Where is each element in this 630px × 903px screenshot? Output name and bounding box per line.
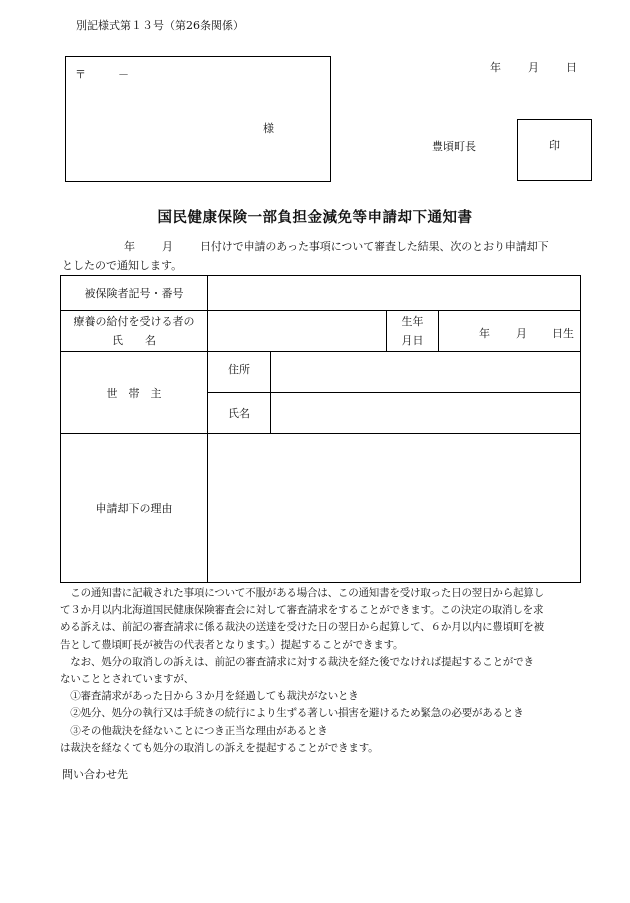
address-field[interactable] [271, 352, 581, 393]
birth-label-line2: 月日 [401, 334, 424, 347]
birth-label-line1: 生年 [401, 315, 424, 328]
notice-line: は裁決を経なくても処分の取消しの訴えを提起することができます。 [60, 741, 379, 754]
notice-line: ③その他裁決を経ないことにつき正当な理由があるとき [60, 724, 328, 737]
intro-month: 月 [162, 240, 173, 253]
application-table [60, 275, 581, 583]
notice-line: 告として豊頃町長が被告の代表者となります。）提起することができます。 [60, 638, 404, 651]
contact-label: 問い合わせ先 [62, 768, 128, 781]
seal-box [517, 119, 592, 181]
recipient-label-line2: 氏 名 [112, 334, 156, 347]
birth-date-field[interactable] [439, 311, 581, 352]
date-month-label: 月 [528, 61, 539, 74]
notice-line: ②処分、処分の執行又は手続きの続行により生ずる著しい損害を避けるため緊急の必要があるとき [60, 707, 524, 720]
rejection-reason-label: 申請却下の理由 [61, 434, 208, 583]
birth-year: 年 [479, 326, 490, 340]
appeal-notice [60, 585, 584, 757]
intro-line1: 日付けで申請のあった事項について審査した結果、次のとおり申請却下 [200, 240, 549, 253]
date-day-label: 日 [566, 61, 577, 74]
honorific-sama: 様 [263, 122, 274, 135]
postal-dash: － [118, 68, 129, 81]
notice-line: なお、処分の取消しの訴えは、前記の審査請求に対する裁決を経た後でなければ提起することができ [60, 655, 534, 668]
household-head-label: 世 帯 主 [61, 352, 208, 434]
recipient-address-box [65, 56, 331, 182]
form-id: 別記様式第１３号（第26条関係） [76, 19, 244, 32]
notice-line: ①審査請求があった日から３か月を経過しても裁決がないとき [60, 690, 359, 703]
date-year-label: 年 [490, 61, 501, 74]
notice-line: ないこととされていますが、 [60, 673, 194, 686]
recipient-label-line1: 療養の給付を受ける者の [73, 315, 195, 328]
rejection-reason-field[interactable] [208, 434, 581, 583]
recipient-name-field[interactable] [208, 311, 387, 352]
birth-day: 日生 [552, 326, 574, 340]
intro-line2: としたので通知します。 [62, 259, 183, 272]
seal-mark: 印 [549, 139, 560, 152]
insured-number-label: 被保険者記号・番号 [61, 276, 208, 311]
sender-title: 豊頃町長 [432, 140, 476, 153]
document-title: 国民健康保険一部負担金減免等申請却下通知書 [157, 209, 473, 226]
notice-line: て３か月以内北海道国民健康保険審査会に対して審査請求をすることができます。この決定の取消しを求 [60, 604, 544, 617]
birth-date-label [387, 311, 439, 352]
birth-month: 月 [516, 326, 527, 340]
intro-year: 年 [124, 240, 135, 253]
notice-line: める訴えは、前記の審査請求に係る裁決の送達を受けた日の翌日から起算して、６か月以内に豊頃町を被 [60, 621, 544, 634]
insured-number-field[interactable] [208, 276, 581, 311]
name-label: 氏名 [208, 393, 271, 434]
household-head-name-field[interactable] [271, 393, 581, 434]
address-label: 住所 [208, 352, 271, 393]
notice-line: この通知書に記載された事項について不服がある場合は、この通知書を受け取った日の翌日から起算し [60, 587, 544, 599]
recipient-name-label [61, 311, 208, 352]
postal-mark: 〒 [75, 68, 86, 81]
